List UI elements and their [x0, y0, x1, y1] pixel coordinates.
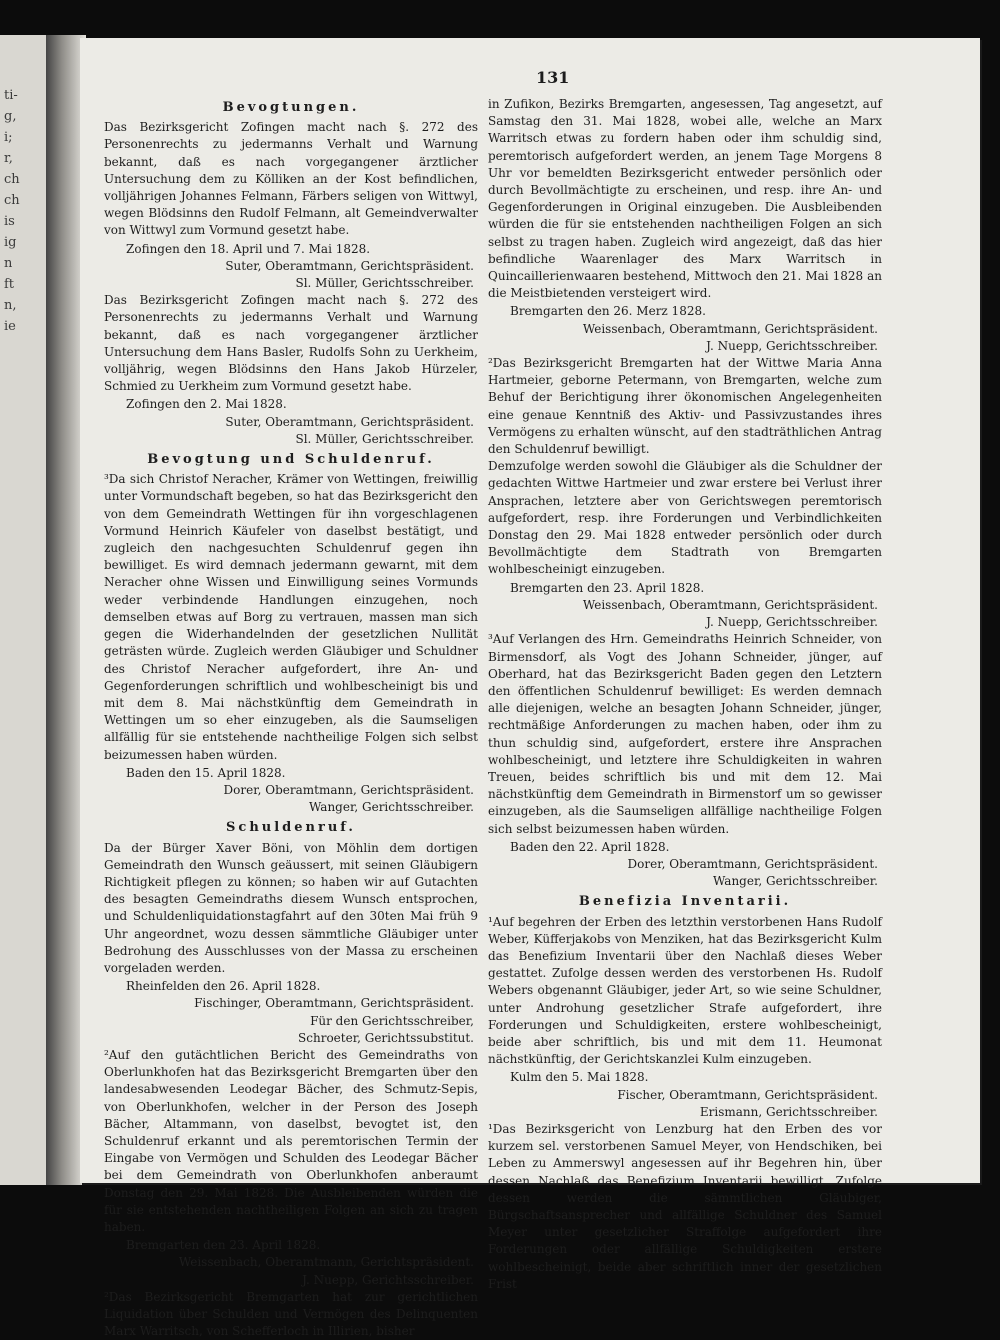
margin-fragment: ch [4, 193, 20, 208]
notice-paragraph: ²Das Bezirksgericht Bremgarten hat zur gerichtlichen Liquidation über Schulden und Vermögen des Delinquenten Marx Warritsch, von Schefferloch in Illirien, bisher [104, 1289, 478, 1339]
margin-fragment: n [4, 256, 13, 271]
margin-fragment: ft [4, 277, 15, 292]
margin-fragment: g, [4, 109, 17, 124]
notice-paragraph: Das Bezirksgericht Zofingen macht nach §. 272 des Personenrechts zu jedermanns Verhalt und Warnung bekannt, daß es nach vorgegangener ärztlicher Untersuchung dem Hans Basler, Rudolfs Sohn zu Uerkheim, volljährig, wegen Blödsinns den Hans Jakob Hürzeler, Schmied zu Uerkheim zum Vormund gesetzt habe. [104, 293, 478, 394]
signature-line: Suter, Oberamtmann, Gerichtspräsident. [225, 414, 474, 429]
margin-fragment: r, [4, 151, 13, 166]
notice-paragraph: ¹Auf begehren der Erben des letzthin verstorbenen Hans Rudolf Weber, Küfferjakobs von Menziken, hat das Bezirksgericht Kulm das Benefizium Inventarii über den Nachlaß dieses Weber gestattet. Zufolge dessen werden des verstorbenen Hs. Rudolf Webers obgenannt Gläubiger, jeder Art, so wie seine Schuldner, unter Androhung gesetzlicher Strafe aufgefordert, ihre Forderungen und Schuldigkeiten, erstere wohlbescheinigt, beide aber schriftlich, bis und mit dem 11. Heumonat nächstkünftig, der Gerichtskanzlei Kulm einzugeben. [488, 914, 882, 1067]
place-date-line: Kulm den 5. Mai 1828. [510, 1070, 649, 1085]
section-heading: Bevogtungen. [222, 100, 360, 115]
notice-paragraph: ²Das Bezirksgericht Bremgarten hat der Wittwe Maria Anna Hartmeier, geborne Petermann, von Bremgarten, welche zum Behuf der Berichtigung ihrer ökonomischen Angelegenheiten eine genaue Kenntniß des Aktiv- und Passivzustandes ihres Vermögens zu erhalten wünscht, auf den stadträthlichen Antrag den Schuldenruf bewilligt. [488, 356, 882, 457]
place-date-line: Baden den 15. April 1828. [126, 765, 286, 780]
margin-fragment: ig [4, 235, 17, 250]
signature-line: Erismann, Gerichtsschreiber. [699, 1104, 878, 1119]
notice-paragraph: Das Bezirksgericht Zofingen macht nach §. 272 des Personenrechts zu jedermanns Verhalt und Warnung bekannt, daß es nach vorgegangener ärztlicher Untersuchung dem zu Kölliken an der Kost befindlichen, volljährigen Johannes Felmann, Färbers seligen von Wittwyl, wegen Blödsinns den Rudolf Felmann, alt Gemeindverwalter von Wittwyl zum Vormund gesetzt habe. [104, 120, 478, 238]
notice-paragraph: ³Auf Verlangen des Hrn. Gemeindraths Heinrich Schneider, von Birmensdorf, als Vogt des Johann Schneider, jünger, auf Oberhard, hat das Bezirksgericht Baden gegen den Letztern den öffentlichen Schuldenruf bewilliget: Es werden demnach alle diejenigen, welche an besagten Johann Schneider, jünger, rechtmäßige Anforderungen zu machen haben, oder ihm zu thun schuldig sind, aufgefordert, erstere ihre Ansprachen wohlbescheinigt, und letztere ihre Schuldigkeiten in wahren Treuen, beides schriftlich bis und mit dem 12. Mai nächstkünftig dem Gemeindrath in Birmenstorf um so gewisser einzugeben, als die Saumseligen allfällige nachtheilige Folgen sich selbst beizumessen haben würden. [488, 632, 882, 836]
signature-line: Weissenbach, Oberamtmann, Gerichtspräsident. [178, 1255, 474, 1270]
section-heading: Schuldenruf. [226, 820, 356, 836]
margin-fragment: ti- [4, 88, 18, 103]
place-date-line: Zofingen den 2. Mai 1828. [126, 397, 287, 412]
notice-paragraph: Da der Bürger Xaver Böni, von Möhlin dem dortigen Gemeindrath den Wunsch geäussert, mit seinen Gläubigern Richtigkeit pflegen zu können; so haben wir auf Gutachten des besagten Gemeindraths diesem Wunsch entsprochen, und Schuldenliquidationstagfahrt auf den 30ten Mai früh 9 Uhr angeordnet, wozu dessen sämmtliche Gläubiger unter Bedrohung des Ausschlusses von der Massa zu erscheinen vorgeladen werden. [104, 840, 478, 975]
left-margin-fragments [4, 85, 44, 337]
signature-line: Fischinger, Oberamtmann, Gerichtspräsident. [194, 996, 474, 1011]
signature-line: Schroeter, Gerichtssubstitut. [298, 1030, 474, 1045]
place-date-line: Rheinfelden den 26. April 1828. [126, 979, 321, 994]
document-page [80, 38, 980, 1339]
signature-line: Fischer, Oberamtmann, Gerichtspräsident. [617, 1087, 878, 1102]
signature-line: J. Nuepp, Gerichtsschreiber. [706, 338, 878, 353]
signature-line: Dorer, Oberamtmann, Gerichtspräsident. [223, 782, 474, 797]
signature-line: Weissenbach, Oberamtmann, Gerichtspräsident. [582, 597, 878, 612]
margin-fragment: n, [4, 298, 17, 313]
signature-line: J. Nuepp, Gerichtsschreiber. [302, 1272, 474, 1287]
place-date-line: Zofingen den 18. April und 7. Mai 1828. [126, 241, 371, 256]
place-date-line: Bremgarten den 23. April 1828. [126, 1238, 321, 1253]
notice-paragraph: ¹Das Bezirksgericht von Lenzburg hat den Erben des vor kurzem sel. verstorbenen Samuel Meyer, von Hendschiken, bei Leben zu Ammerswyl angesessen auf ihr Begehren hin, über dessen Nachlaß das Benefizium Inventarii bewilligt. Zufolge dessen werden die sämmtlichen Gläubiger, Bürgschaftsansprecher und allfällige Schuldner des Samuel Meyer unter gesetzlicher Straffolge aufgefordert ihre Forderungen oder allfällige Schuldigkeiten erstere wohlbescheinigt, beide aber schriftlich inner der gesetzlichen Frist [488, 1121, 882, 1291]
signature-line: Weissenbach, Oberamtmann, Gerichtspräsident. [582, 321, 878, 336]
notice-paragraph: ³Da sich Christof Neracher, Krämer von Wettingen, freiwillig unter Vormundschaft begeben, so hat das Bezirksgericht den von dem Gemeindrath Wettingen für ihn vorgeschlagenen Vormund Heinrich Käufeler von daselbst bestätigt, und zugleich den nachgesuchten Schuldenruf gegen ihn bewilliget. Es wird demnach jedermann gewarnt, mit dem Neracher ohne Wissen und Einwilligung seines Vormunds weder verbindende Handlungen einzugehen, noch demselben etwas auf Borg zu vertrauen, massen man sich gegen die Widerhandelnden der gesetzlichen Nullität geträsten würde. Zugleich werden Gläubiger und Schuldner des Christof Neracher aufgefordert, ihre An- und Gegenforderungen schriftlich und wohlbescheinigt bis und mit dem 8. Mai nächstkünftig dem Gemeindrath in Wettingen um so eher einzugeben, als die Saumseligen allfällig für sie entstehende nachtheilige Folgen sich selbst beizumessen haben würden. [104, 472, 478, 762]
signature-line: Dorer, Oberamtmann, Gerichtspräsident. [627, 856, 878, 871]
left-page-edge [0, 35, 52, 1185]
margin-fragment: ie [4, 319, 16, 334]
signature-line: Sl. Müller, Gerichtsschreiber. [295, 431, 474, 446]
page-number: 131 [536, 68, 570, 87]
notice-paragraph: Demzufolge werden sowohl die Gläubiger als die Schuldner der gedachten Wittwe Hartmeier und zwar erstere bei Verlust ihrer Ansprachen, letztere aber von Gerichtswegen peremtorisch aufgefordert, resp. ihre Forderungen und Verbindlichkeiten Donstag den 29. Mai 1828 entweder persönlich oder durch Bevollmächtigte dem Stadtrath von Bremgarten wohlbescheinigt einzugeben. [488, 459, 882, 577]
right-column [488, 96, 882, 1293]
signature-line: Für den Gerichtsschreiber, [310, 1013, 474, 1028]
place-date-line: Baden den 22. April 1828. [510, 839, 670, 854]
margin-fragment: i; [4, 130, 13, 145]
signature-line: Suter, Oberamtmann, Gerichtspräsident. [225, 258, 474, 273]
signature-line: Sl. Müller, Gerichtsschreiber. [295, 276, 474, 291]
signature-line: Wanger, Gerichtsschreiber. [713, 874, 878, 889]
signature-line: J. Nuepp, Gerichtsschreiber. [706, 615, 878, 630]
place-date-line: Bremgarten den 26. Merz 1828. [510, 304, 706, 319]
section-heading: Benefizia Inventarii. [578, 894, 792, 910]
section-heading: Bevogtung und Schuldenruf. [147, 452, 435, 468]
notice-paragraph: in Zufikon, Bezirks Bremgarten, angesessen, Tag angesetzt, auf Samstag den 31. Mai 1828, wobei alle, welche an Marx Warritsch etwas zu fordern haben oder ihm schuldig sind, peremtorisch aufgefordert werden, an jenem Tage Morgens 8 Uhr vor bemeldten Bezirksgericht entweder persönlich oder durch Bevollmächtigte zu erscheinen, und resp. ihre An- und Gegenforderungen in Original einzugeben. Die Ausbleibenden würden die für sie entstehenden nachtheiligen Folgen an sich selbst zu tragen haben. Zugleich wird angezeigt, daß das hier befindliche Waarenlager des Marx Warritsch in Quincaillerienwaaren bestehend, Mittwoch den 21. Mai 1828 an die Meistbietenden versteigert wird. [488, 97, 882, 301]
notice-paragraph: ²Auf den gutächtlichen Bericht des Gemeindraths von Oberlunkhofen hat das Bezirksgericht Bremgarten über den landesabwesenden Leodegar Bächer, des Schmutz-Sepis, von Oberlunkhofen, welcher in der Person des Joseph Bächer, Altammann, von daselbst, bevogtet ist, den Schuldenruf erkannt und als peremtorischen Termin der Eingabe von Vermögen und Schulden des Leodegar Bächer bei dem Gemeindrath von Oberlunkhofen anberaumt Donstag den 29. Mai 1828. Die Ausbleibenden würden die für sie entstehenden nachtheiligen Folgen an sich zu tragen haben. [104, 1047, 478, 1234]
place-date-line: Bremgarten den 23. April 1828. [510, 580, 705, 595]
margin-fragment: is [4, 214, 15, 229]
margin-fragment: ch [4, 172, 20, 187]
signature-line: Wanger, Gerichtsschreiber. [309, 800, 474, 815]
left-column [104, 96, 478, 1340]
